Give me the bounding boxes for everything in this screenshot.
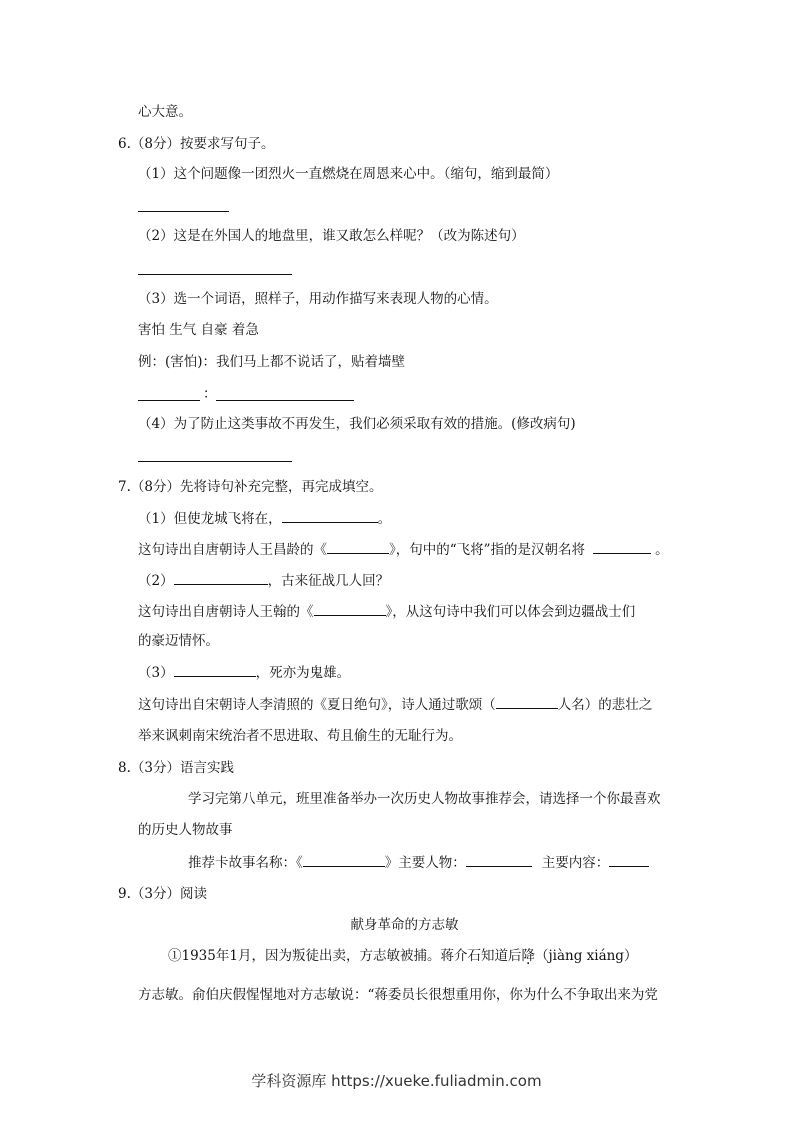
footer-watermark: 学科资源库 https://xueke.fuliadmin.com bbox=[251, 1072, 542, 1090]
q8-card-b: 》主要人物： bbox=[384, 855, 466, 871]
q8-body-1: 学习完第八单元，班里准备举办一次历史人物故事推荐会，请选择一个你最喜欢 bbox=[188, 791, 661, 807]
q6-word-options: 害怕 生气 自豪 着急 bbox=[138, 322, 259, 338]
q7-info-1-b: 》，句中的“飞将”指的是汉朝名将 bbox=[389, 542, 586, 558]
q8-card-a: 推荐卡故事名称：《 bbox=[188, 855, 303, 871]
q6-item-3: （3）选一个词语，照样子，用动作描写来表现人物的心情。 bbox=[138, 291, 498, 307]
q7-poem-2-a: （2） bbox=[138, 573, 174, 589]
q7-poem-1-text: （1）但使龙城飞将在， bbox=[138, 511, 282, 527]
q7-poem-3-b: ，死亦为鬼雄。 bbox=[255, 665, 351, 681]
q6-item-1: （1）这个问题像一团烈火一直燃烧在周恩来心中。（缩句，缩到最简） bbox=[138, 166, 559, 182]
q8-body-2: 的历史人物故事 bbox=[138, 822, 233, 838]
passage-para-1-a: ①1935年1月，因为叛徒出卖，方志敏被捕。蒋介石知道后 bbox=[168, 948, 522, 964]
q7-poem-3-a: （3） bbox=[138, 665, 174, 681]
q6-answer-line-3b[interactable] bbox=[216, 400, 354, 401]
q7-blank-3[interactable] bbox=[593, 539, 651, 554]
q8-blank-content[interactable] bbox=[609, 852, 649, 867]
q7-info-1 bbox=[138, 539, 669, 560]
q6-heading: 6.（8分）按要求写句子。 bbox=[118, 136, 275, 152]
passage-title: 献身革命的方志敏 bbox=[350, 917, 459, 933]
q7-poem-3 bbox=[138, 662, 350, 683]
q7-info-3-cont: 举来讽刺南宋统治者不思进取、苟且偷生的无耻行为。 bbox=[138, 728, 462, 744]
q6-answer-line-1[interactable] bbox=[138, 211, 229, 212]
q7-info-2 bbox=[138, 601, 635, 622]
q8-blank-story[interactable] bbox=[303, 852, 385, 867]
top-fragment: 心大意。 bbox=[138, 104, 192, 120]
q6-item-2: （2）这是在外国人的地盘里，谁又敢怎么样呢？（改为陈述句） bbox=[138, 228, 525, 244]
q7-poem-2-b: ，古来征战几人回？ bbox=[267, 573, 390, 589]
passage-para-1 bbox=[168, 946, 637, 966]
q7-info-3 bbox=[138, 694, 652, 715]
q6-answer-line-4[interactable] bbox=[138, 461, 292, 462]
q6-example: 例：(害怕)：我们马上都不说话了，贴着墙壁 bbox=[138, 354, 406, 370]
q7-heading: 7.（8分）先将诗句补充完整，再完成填空。 bbox=[118, 479, 383, 495]
q9-heading: 9.（3分）阅读 bbox=[118, 886, 207, 902]
q7-info-3-a: 这句诗出自宋朝诗人李清照的《夏日绝句》，诗人通过歌颂（ bbox=[138, 697, 496, 713]
q7-poem-1-end: 。 bbox=[377, 511, 392, 527]
dotted-char-jiang: 降 bbox=[521, 948, 535, 964]
q7-info-1-a: 这句诗出自唐朝诗人王昌龄的《 bbox=[138, 542, 327, 558]
passage-para-1-pinyin: （jiàng xiáng） bbox=[534, 948, 638, 964]
q8-card bbox=[188, 852, 649, 873]
q6-item-4: （4）为了防止这类事故不再发生，我们必须采取有效的措施。(修改病句) bbox=[138, 416, 576, 432]
q7-poem-1 bbox=[138, 508, 391, 529]
q6-answer-line-2[interactable] bbox=[138, 274, 292, 275]
q8-heading: 8.（3分）语言实践 bbox=[118, 760, 234, 776]
q7-info-2-b: 》，从这句诗中我们可以体会到边疆战士们 bbox=[385, 604, 636, 620]
q8-blank-person[interactable] bbox=[466, 852, 532, 867]
q7-blank-2[interactable] bbox=[327, 539, 389, 554]
q7-info-2-a: 这句诗出自唐朝诗人王翰的《 bbox=[138, 604, 314, 620]
q7-info-2-cont: 的豪迈情怀。 bbox=[138, 633, 219, 649]
q7-info-1-c: 。 bbox=[655, 542, 669, 558]
q6-colon: ： bbox=[203, 386, 217, 402]
passage-para-1-cont: 方志敏。俞伯庆假惺惺地对方志敏说：“蒋委员长很想重用你，你为什么不争取出来为党 bbox=[138, 987, 658, 1003]
q7-blank-5[interactable] bbox=[314, 601, 386, 616]
q7-blank-7[interactable] bbox=[496, 694, 558, 709]
q8-card-c: 主要内容： bbox=[541, 855, 610, 871]
q7-blank-4[interactable] bbox=[174, 570, 268, 585]
q7-blank-6[interactable] bbox=[174, 662, 256, 677]
q7-info-3-b: 人名）的悲壮之 bbox=[557, 697, 653, 713]
q7-poem-2 bbox=[138, 570, 389, 591]
q7-blank-1[interactable] bbox=[282, 508, 378, 523]
q6-answer-line-3a[interactable] bbox=[138, 400, 200, 401]
